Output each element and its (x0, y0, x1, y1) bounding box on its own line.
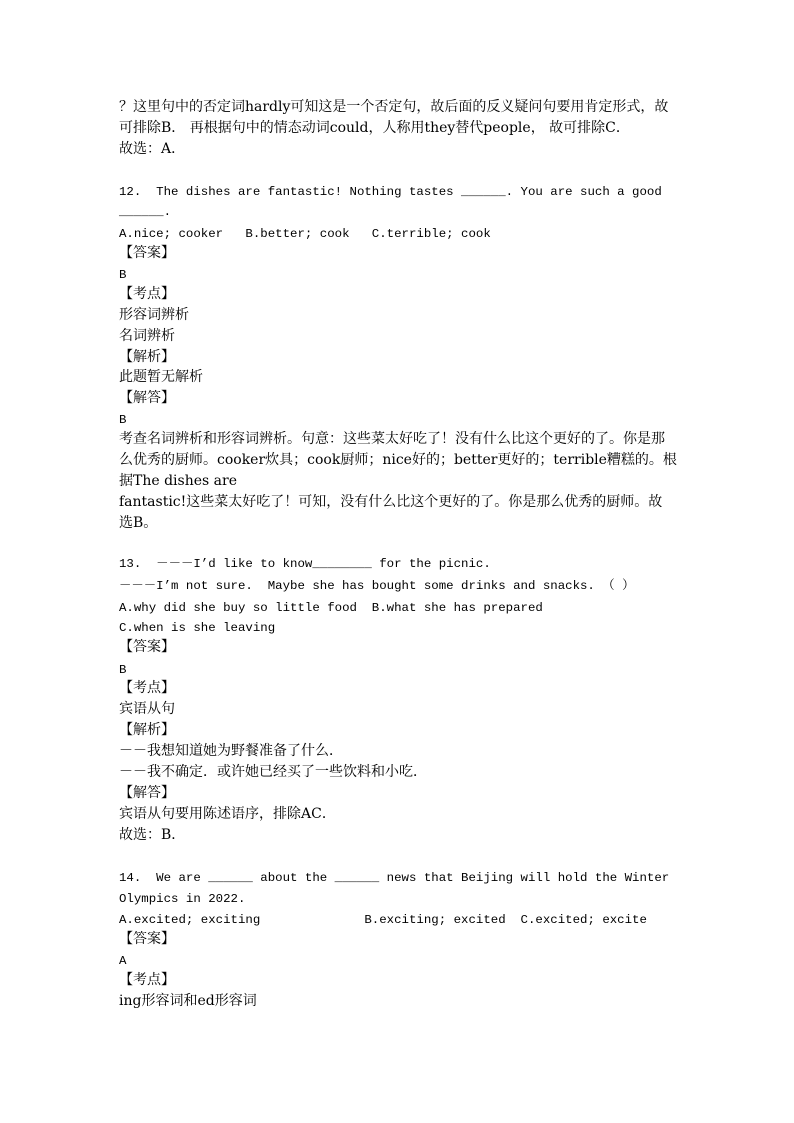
answer-value: B (119, 663, 127, 677)
question-14-stem: 14. We are ______ about the ______ news that Beijing will hold the Winter (119, 871, 670, 885)
text-line: 考查名词辨析和形容词辨析。句意：这些菜太好吃了！没有什么比这个更好的了。你是那 (119, 431, 665, 447)
text-line: －－我想知道她为野餐准备了什么． (119, 743, 343, 759)
text-line: 故选：B． (119, 827, 186, 843)
analysis-heading: 【解析】 (119, 349, 175, 365)
text-line: 选B。 (119, 515, 158, 531)
text-line: 故选：A． (119, 141, 186, 157)
analysis-heading: 【解析】 (119, 722, 175, 738)
topic-heading: 【考点】 (119, 972, 175, 988)
question-12-stem: 12. The dishes are fantastic! Nothing tastes ______. You are such a good (119, 185, 662, 199)
text-line: 么优秀的厨师。cooker炊具；cook厨师；nice好的；better更好的；terrible糟糕的。根 (119, 452, 677, 468)
question-13-options: A.why did she buy so little food B.what she has prepared (119, 601, 543, 615)
text-line: C.when is she leaving (119, 621, 276, 635)
text-line: 名词辨析 (119, 328, 175, 344)
text-line: fantastic!这些菜太好吃了！可知，没有什么比这个更好的了。你是那么优秀的厨师。故 (119, 494, 663, 510)
text-line: ______. (119, 205, 172, 219)
topic-heading: 【考点】 (119, 680, 175, 696)
text-line: 此题暂无解析 (119, 369, 203, 385)
text-line: ing形容词和ed形容词 (119, 993, 257, 1009)
text-line: B (119, 413, 127, 427)
text-line: 宾语从句 (119, 701, 175, 717)
text-line: 宾语从句要用陈述语序，排除AC． (119, 806, 336, 822)
question-13-stem: 13. －－－I’d like to know________ for the picnic. (119, 557, 491, 571)
text-line: ？这里句中的否定词hardly可知这是一个否定句，故后面的反义疑问句要用肯定形式，故 (119, 99, 669, 115)
answer-value: B (119, 268, 127, 282)
text-line: －－－I’m not sure. Maybe she has bought some drinks and snacks. （ ） (119, 579, 635, 593)
answer-heading: 【答案】 (119, 245, 175, 261)
text-line: 可排除B． 再根据句中的情态动词could，人称用they替代people， 故可排除C． (119, 120, 630, 136)
solution-heading: 【解答】 (119, 785, 175, 801)
text-line: Olympics in 2022. (119, 892, 246, 906)
question-12-options: A.nice; cooker B.better; cook C.terrible; cook (119, 227, 491, 241)
question-14-options: A.excited; exciting B.exciting; excited C.excited; excite (119, 913, 647, 927)
text-line: 形容词辨析 (119, 307, 189, 323)
answer-heading: 【答案】 (119, 931, 175, 947)
text-line: 据The dishes are (119, 473, 237, 489)
answer-value: A (119, 954, 127, 968)
text-line: －－我不确定．或许她已经买了一些饮料和小吃． (119, 764, 427, 780)
answer-heading: 【答案】 (119, 639, 175, 655)
solution-heading: 【解答】 (119, 390, 175, 406)
topic-heading: 【考点】 (119, 286, 175, 302)
